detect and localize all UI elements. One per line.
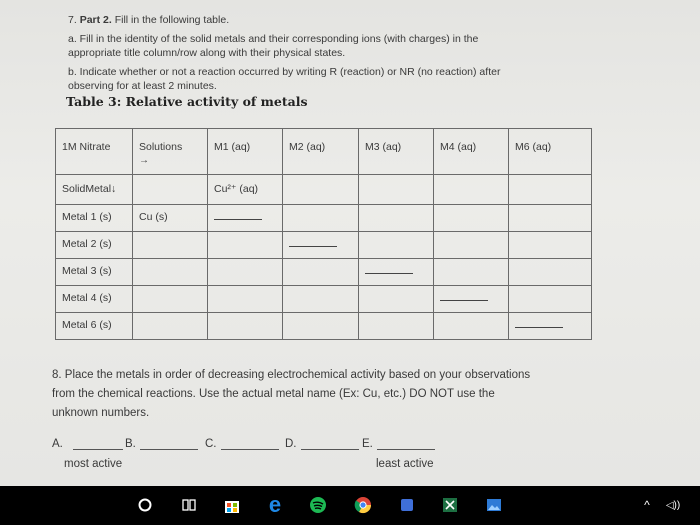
instruction-b-line2: observing for at least 2 minutes.: [68, 80, 217, 92]
table-cell[interactable]: [208, 232, 283, 259]
row-solution[interactable]: [133, 286, 208, 313]
row-label: Metal 1 (s): [56, 205, 133, 232]
table-row: [56, 286, 592, 313]
answer-a[interactable]: [52, 438, 123, 450]
row-label: Metal 4 (s): [56, 286, 133, 313]
part-heading: [68, 12, 229, 29]
answer-d-line[interactable]: [301, 438, 359, 450]
answer-e-label: E.: [362, 438, 373, 450]
table-cell[interactable]: [359, 232, 434, 259]
header-cell: M6 (aq): [509, 129, 592, 175]
answer-a-label: A.: [52, 438, 63, 450]
table-cell[interactable]: [434, 232, 509, 259]
question-8-line3: unknown numbers.: [52, 407, 150, 419]
answer-d-label: D.: [285, 438, 297, 450]
instruction-b-line1: b. Indicate whether or not a reaction occurred by writing R (reaction) or NR (no reaction) after: [68, 66, 501, 78]
spotify-icon[interactable]: [307, 494, 329, 516]
table-row: [56, 259, 592, 286]
table-row: [56, 313, 592, 340]
excel-icon[interactable]: [439, 494, 461, 516]
table-cell[interactable]: [434, 205, 509, 232]
header-solutions-label: Solutions: [139, 141, 183, 153]
row-label: Metal 6 (s): [56, 313, 133, 340]
diagonal-blank: [214, 219, 262, 220]
answer-a-line[interactable]: [73, 438, 123, 450]
table-cell[interactable]: [208, 286, 283, 313]
table-title: Table 3: Relative activity of metals: [66, 94, 308, 109]
table-cell[interactable]: [283, 175, 359, 205]
diagonal-blank: [365, 273, 413, 274]
answer-b-label: B.: [125, 438, 136, 450]
answer-blanks: [52, 438, 512, 478]
header-cell: [133, 129, 208, 175]
part-label: Part 2.: [79, 14, 112, 26]
table-row: [56, 232, 592, 259]
answer-d[interactable]: [285, 438, 359, 450]
answer-c[interactable]: [205, 438, 279, 450]
question-8-line2: from the chemical reactions. Use the actual metal name (Ex: Cu, etc.) DO NOT use the: [52, 388, 495, 400]
taskbar: [0, 486, 700, 525]
photos-icon[interactable]: [483, 494, 505, 516]
table-cell[interactable]: [359, 313, 434, 340]
question-8-line1: 8. Place the metals in order of decreasing electrochemical activity based on your observations: [52, 369, 531, 381]
solid-metal-label: SolidMetal: [62, 183, 112, 195]
task-view-icon[interactable]: [178, 494, 200, 516]
table-cell[interactable]: [434, 175, 509, 205]
table-cell[interactable]: [208, 313, 283, 340]
table-cell[interactable]: [434, 259, 509, 286]
table-header-row: [56, 129, 592, 175]
table-cell[interactable]: [208, 259, 283, 286]
least-active-label: least active: [376, 458, 434, 470]
edge-icon[interactable]: e: [268, 492, 282, 517]
table-cell[interactable]: [509, 313, 592, 340]
header-cell: M2 (aq): [283, 129, 359, 175]
table-cell[interactable]: Cu²⁺ (aq): [208, 175, 283, 205]
cortana-circle-icon[interactable]: [134, 494, 156, 516]
table-cell[interactable]: [434, 313, 509, 340]
header-cell: M1 (aq): [208, 129, 283, 175]
table-cell[interactable]: [509, 232, 592, 259]
row-solution[interactable]: Cu (s): [133, 205, 208, 232]
table-row: [56, 205, 592, 232]
table-cell[interactable]: [283, 286, 359, 313]
table-cell[interactable]: [133, 175, 208, 205]
answer-e[interactable]: [362, 438, 435, 450]
part-instruction: Fill in the following table.: [114, 14, 230, 26]
instruction-a-line2: appropriate title column/row along with their physical states.: [68, 47, 346, 59]
table-cell[interactable]: [509, 259, 592, 286]
solid-metal-label-cell: [56, 175, 133, 205]
row-label: Metal 2 (s): [56, 232, 133, 259]
header-cell: 1M Nitrate: [56, 129, 133, 175]
chrome-icon[interactable]: [352, 494, 374, 516]
row-solution[interactable]: [133, 313, 208, 340]
app-icon[interactable]: [396, 494, 418, 516]
table-cell[interactable]: [208, 205, 283, 232]
diagonal-blank: [440, 300, 488, 301]
row-label: Metal 3 (s): [56, 259, 133, 286]
tray-up-arrow-icon[interactable]: ^: [644, 498, 650, 512]
right-arrow-icon: →: [139, 155, 149, 166]
row-solution[interactable]: [133, 232, 208, 259]
answer-e-line[interactable]: [377, 438, 435, 450]
header-cell: M3 (aq): [359, 129, 434, 175]
answer-c-line[interactable]: [221, 438, 279, 450]
most-active-label: most active: [64, 458, 123, 470]
row-solution[interactable]: [133, 259, 208, 286]
down-arrow-icon: ↓: [111, 183, 117, 195]
question-8: [52, 366, 612, 423]
diagonal-blank: [515, 327, 563, 328]
instruction-a-line1: a. Fill in the identity of the solid metals and their corresponding ions (with charges) in the: [68, 33, 479, 45]
answer-c-label: C.: [205, 438, 217, 450]
table-cell[interactable]: [359, 175, 434, 205]
diagonal-blank: [289, 246, 337, 247]
table-cell[interactable]: [509, 175, 592, 205]
table-cell[interactable]: [359, 259, 434, 286]
answer-b-line[interactable]: [140, 438, 198, 450]
table-cell[interactable]: [359, 286, 434, 313]
solid-metal-row: [56, 175, 592, 205]
volume-icon[interactable]: ◁)): [665, 499, 681, 511]
header-cell: M4 (aq): [434, 129, 509, 175]
activity-table: [55, 128, 592, 340]
table-cell[interactable]: [434, 286, 509, 313]
table-cell[interactable]: [283, 232, 359, 259]
table-cell[interactable]: [283, 205, 359, 232]
table-cell[interactable]: [283, 259, 359, 286]
part-number: 7.: [68, 14, 77, 26]
table-cell[interactable]: [509, 205, 592, 232]
table-cell[interactable]: [509, 286, 592, 313]
store-bag-icon[interactable]: [221, 494, 243, 516]
table-cell[interactable]: [283, 313, 359, 340]
table-cell[interactable]: [359, 205, 434, 232]
answer-b[interactable]: [125, 438, 198, 450]
